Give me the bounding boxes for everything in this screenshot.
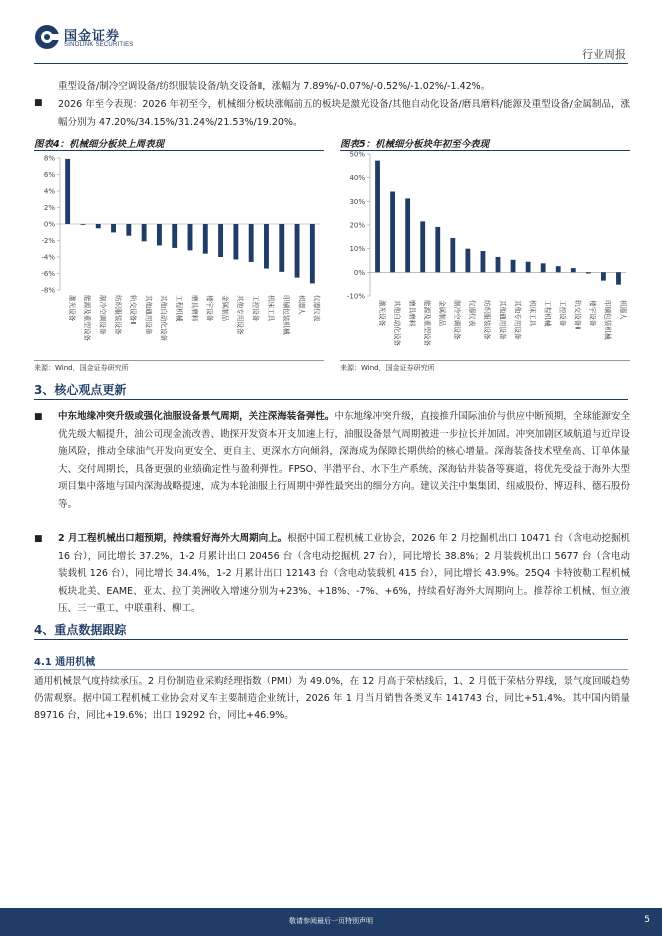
bullet1-heading: 中东地缘冲突升级或强化油服设备景气周期，关注深海装备弹性。 bbox=[58, 411, 335, 422]
chart5-title: 图表5：机械细分板块年初至今表现 bbox=[340, 139, 490, 150]
category-label: 轨交设备Ⅱ bbox=[129, 295, 138, 325]
chart4-title: 图表4：机械细分板块上周表现 bbox=[34, 139, 165, 150]
category-label: 印刷包装机械 bbox=[282, 295, 291, 335]
category-label: 仪器仪表 bbox=[468, 300, 477, 327]
category-label: 机床工具 bbox=[528, 300, 537, 327]
y-tick-label: -2% bbox=[41, 237, 55, 245]
bullet2-heading: 2 月工程机械出口超预期，持续看好海外大周期向上。 bbox=[58, 533, 288, 544]
subsection-4-1-title: 4.1 通用机械 bbox=[34, 657, 96, 668]
bar bbox=[511, 260, 516, 273]
page-footer bbox=[0, 908, 662, 936]
bar bbox=[279, 224, 284, 272]
category-label: 机器人 bbox=[618, 300, 627, 320]
chart5-source-rule bbox=[340, 360, 630, 361]
category-label: 激光设备 bbox=[67, 295, 76, 322]
category-label: 工控设备 bbox=[251, 295, 260, 322]
category-label: 工程机械 bbox=[175, 295, 184, 322]
y-tick-label: 6% bbox=[43, 171, 55, 179]
bar bbox=[526, 262, 531, 273]
y-tick-label: 2% bbox=[43, 204, 55, 212]
chart4-title-rule bbox=[34, 150, 324, 151]
y-tick-label: 0% bbox=[353, 268, 365, 277]
general-machinery-paragraph: 通用机械景气度持续承压。2 月份制造业采购经理指数（PMI）为 49.0%，在 12 月高于荣枯线后，1、2 月低于荣枯分界线，景气度回暖趋势仍需观察。据中国工程机械工业协会对叉车主要制造企业统计，2026 年 1 月当月销售各类叉车 141743 台，同比+51.4%。其中国内销量 89716 台，同比+19.6%；出口 19292 台，同比+46.9%。 bbox=[34, 676, 630, 721]
y-tick-label: 40% bbox=[349, 174, 365, 183]
bar bbox=[420, 221, 425, 272]
category-label: 轨交设备Ⅱ bbox=[573, 300, 582, 330]
bar bbox=[126, 224, 131, 236]
y-tick-label: 4% bbox=[43, 187, 55, 196]
category-label: 能源及重型设备 bbox=[83, 295, 92, 342]
bar bbox=[481, 251, 486, 272]
logo-text-en: SINOLINK SECURITIES bbox=[64, 42, 134, 48]
bar bbox=[142, 224, 147, 241]
section3-title: 3、核心观点更新 bbox=[34, 383, 127, 397]
bar bbox=[218, 224, 223, 257]
intro-continuation: 重型设备/制冷空调设备/纺织服装设备/轨交设备Ⅱ，涨幅为 7.89%/-0.07%/-0.52%/-1.02%/-1.42%。 bbox=[58, 81, 491, 92]
chart5-ytd-performance bbox=[340, 150, 630, 358]
bar bbox=[65, 159, 70, 224]
category-label: 仪器仪表 bbox=[312, 295, 321, 322]
bullet-marker: ■ bbox=[34, 98, 43, 108]
bar bbox=[157, 224, 162, 245]
bar bbox=[295, 224, 300, 278]
bar bbox=[571, 268, 576, 272]
category-label: 其他自动化设备 bbox=[159, 295, 168, 342]
category-label: 制冷空调设备 bbox=[98, 295, 107, 335]
bullet-marker: ■ bbox=[34, 534, 43, 544]
y-tick-label: 10% bbox=[349, 245, 365, 254]
category-label: 机器人 bbox=[297, 295, 306, 315]
y-tick-label: -10% bbox=[346, 292, 365, 301]
y-tick-label: -8% bbox=[41, 286, 55, 295]
bar bbox=[310, 224, 315, 283]
category-label: 其他专用设备 bbox=[236, 295, 245, 335]
bar bbox=[172, 224, 177, 248]
category-label: 楼宇设备 bbox=[205, 295, 214, 322]
bar bbox=[405, 198, 410, 272]
chart4-source: 来源：Wind，国金证券研究所 bbox=[34, 364, 129, 372]
bar bbox=[96, 224, 101, 228]
bullet1-body: 中东地缘冲突升级，直接推升国际油价与供应中断预期，全球能源安全优先级大幅提升，油公司现金流改善、勘探开发资本开支加速上行，油服设备景气周期被进一步拉长并加固。冲突加剧区域航道与近岸设施风险，推动全球油气开发向更安全、更自主、更深水方向倾斜，深海成为保障长期供给的核心增量。深海装备技术壁垒高、订单体量大、交付周期长，具备更强的业绩确定性与盈利弹性。FPSO、半潜平台、水下生产系统、深海钻井装备等赛道，将优先受益于海外大型项目集中落地与国内深海战略提速，成为本轮油服上行周期中弹性最突出的细分方向。建议关注中集集团、纽威股份、博迈科、德石股份等。 bbox=[58, 411, 630, 510]
bar bbox=[80, 224, 85, 225]
bullet2-body: 根据中国工程机械工业协会，2026 年 2 月挖掘机出口 10471 台（含电动挖掘机 16 台），同比增长 37.2%，1-2 月累计出口 20456 台（含电动挖掘机 27 台），同比增长 38.8%；2 月装载机出口 5677 台（含电动装载机 126 台），同比增长 34.4%，1-2 月累计出口 12143 台（含电动装载机 415 台），同比增长 43.9%。25Q4 卡特彼勒工程机械板块北美、EAME、亚太、拉丁美洲收入增速分别为+23%、+18%、-7%、+6%，持续看好海外大周期向上。推荐徐工机械、恒立液压、三一重工、中联重科、柳工。 bbox=[58, 533, 630, 614]
bar bbox=[465, 249, 470, 273]
y-tick-label: 20% bbox=[349, 221, 365, 230]
category-label: 磨具磨料 bbox=[407, 300, 416, 327]
category-label: 机床工具 bbox=[266, 295, 275, 322]
report-type: 行业周报 bbox=[582, 48, 626, 61]
bar bbox=[233, 224, 238, 259]
bar bbox=[188, 224, 193, 250]
y-tick-label: 50% bbox=[349, 150, 365, 159]
category-label: 其他通用设备 bbox=[498, 300, 507, 340]
header-divider bbox=[34, 63, 628, 64]
section3-bullet-construction-machinery bbox=[58, 530, 630, 618]
category-label: 制冷空调设备 bbox=[453, 300, 462, 340]
category-label: 楼宇设备 bbox=[588, 300, 597, 327]
section3-rule bbox=[34, 399, 628, 400]
subsection-4-1-rule bbox=[34, 669, 628, 670]
category-label: 磨具磨料 bbox=[190, 295, 199, 322]
category-label: 工控设备 bbox=[558, 300, 567, 327]
bar bbox=[249, 224, 254, 262]
intro-ytd-paragraph: 2026 年至今表现：2026 年初至今，机械细分板块涨幅前五的板块是激光设备/其他自动化设备/磨具磨料/能源及重型设备/金属制品，涨幅分别为 47.20%/34.15%/31.24%/21.53%/19.20%。 bbox=[58, 99, 630, 128]
category-label: 工程机械 bbox=[543, 300, 552, 327]
bullet-marker: ■ bbox=[34, 412, 43, 422]
bar bbox=[375, 161, 380, 273]
section4-rule bbox=[34, 639, 628, 640]
page-number: 5 bbox=[644, 915, 650, 925]
bar bbox=[390, 192, 395, 273]
category-label: 印刷包装机械 bbox=[603, 300, 612, 340]
y-tick-label: 0% bbox=[43, 220, 55, 229]
category-label: 能源及重型设备 bbox=[423, 300, 432, 347]
bar bbox=[203, 224, 208, 254]
logo-text-cn: 国金证券 bbox=[64, 29, 121, 44]
category-label: 其他自动化设备 bbox=[392, 300, 401, 347]
bar bbox=[586, 272, 591, 273]
sinolink-logo-icon bbox=[34, 24, 60, 50]
bar bbox=[264, 224, 269, 269]
category-label: 激光设备 bbox=[377, 300, 386, 327]
bar bbox=[450, 238, 455, 272]
category-label: 纺织服装设备 bbox=[113, 295, 122, 335]
footer-disclaimer: 敬请参阅最后一页特别声明 bbox=[289, 917, 373, 925]
bar bbox=[556, 266, 561, 272]
bar bbox=[541, 263, 546, 272]
category-label: 纺织服装设备 bbox=[483, 300, 492, 340]
chart5-source: 来源：Wind，国金证券研究所 bbox=[340, 364, 435, 372]
bar bbox=[111, 224, 116, 232]
y-tick-label: -4% bbox=[41, 253, 55, 262]
bar bbox=[435, 227, 440, 272]
bar bbox=[496, 257, 501, 272]
chart4-source-rule bbox=[34, 360, 324, 361]
category-label: 其他通用设备 bbox=[144, 295, 153, 335]
page-header bbox=[0, 0, 662, 62]
bar bbox=[601, 272, 606, 280]
category-label: 金属制品 bbox=[220, 295, 229, 322]
y-tick-label: 8% bbox=[43, 154, 55, 163]
chart4-weekly-performance bbox=[34, 152, 324, 358]
section4-title: 4、重点数据跟踪 bbox=[34, 623, 127, 637]
section3-bullet-oil-service bbox=[58, 408, 630, 513]
y-tick-label: -6% bbox=[41, 270, 55, 278]
category-label: 金属制品 bbox=[438, 300, 447, 327]
bar bbox=[616, 272, 621, 284]
y-tick-label: 30% bbox=[349, 197, 365, 206]
category-label: 其他专用设备 bbox=[513, 300, 522, 340]
